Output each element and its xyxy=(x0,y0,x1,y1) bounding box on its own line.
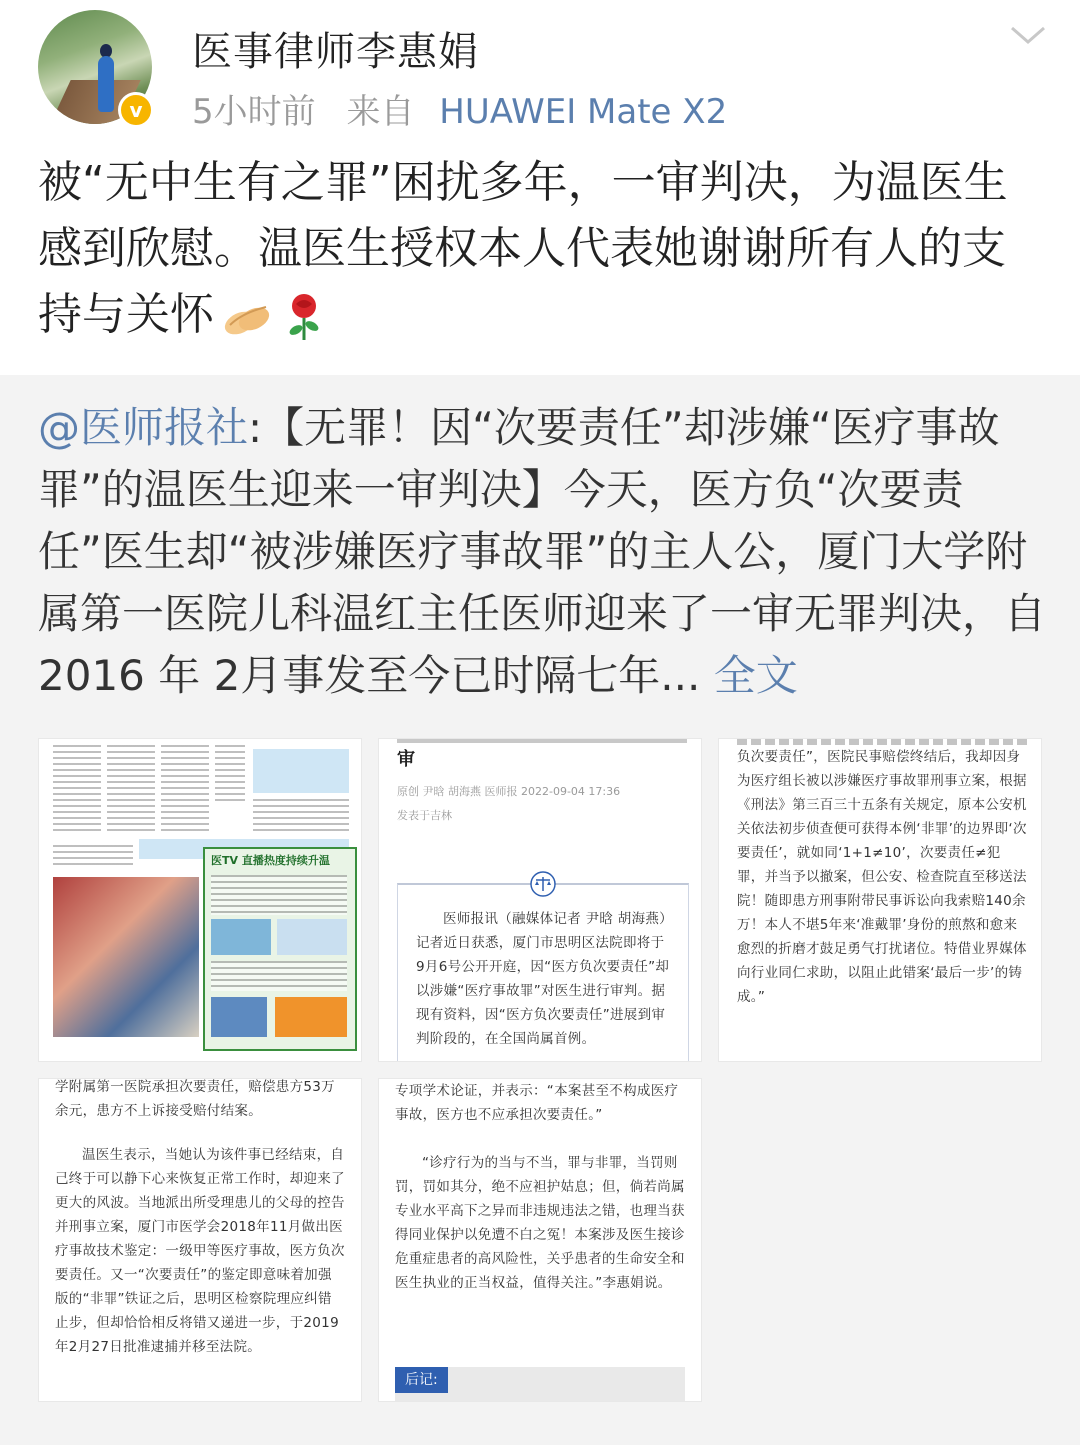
newspaper-blue-box xyxy=(253,749,349,793)
newspaper-text-column xyxy=(253,799,349,835)
post-header xyxy=(0,0,1080,140)
source-prefix: 来自 xyxy=(346,92,415,132)
verified-badge-icon: v xyxy=(118,92,154,128)
username[interactable]: 医事律师李惠娟 xyxy=(192,29,479,75)
repost-text-block xyxy=(38,397,1048,707)
cut-title-line xyxy=(397,739,687,743)
image-thumbnail-4[interactable] xyxy=(38,1078,362,1402)
article-body: 医师报讯（融媒体记者 尹晗 胡海燕）记者近日获悉，厦门市思明区法院即将于9月6号公开开庭，因“医方负次要责任”却以涉嫌“医疗事故罪”对医生进行审判。据现有资料，因“医方负次要责任”进展到审判阶段的，在全国尚属首例。 xyxy=(416,911,670,1047)
article-body: “诊疗行为的当与不当，罪与非罪，当罚则罚，罚如其分，绝不应袒护姑息；但，倘若尚属专业水平高下之异而非违规违法之错，也理当获得同业保护以免遭不白之冤！本案涉及医生接诊危重症患者的高风险性，关乎患者的生命安全和医生执业的正当权益，值得关注。”李惠娟说。 xyxy=(395,1155,685,1291)
article-top-text: 学附属第一医院承担次要责任，赔偿患方53万余元，患方不上诉接受赔付结案。 xyxy=(55,1079,335,1119)
image-thumbnail-5[interactable] xyxy=(378,1078,702,1402)
image-thumbnail-2[interactable] xyxy=(378,738,702,1062)
repost-block[interactable] xyxy=(0,375,1080,1445)
folded-hands-emoji xyxy=(220,295,276,339)
image-thumbnail-3[interactable] xyxy=(718,738,1042,1062)
newspaper-tv-panel xyxy=(203,847,357,1051)
tv-panel-heading: 医TV 直播热度持续升温 xyxy=(211,854,330,867)
newspaper-photo xyxy=(53,877,199,1037)
mention-link[interactable]: @医师报社 xyxy=(38,403,249,452)
tv-panel-banner xyxy=(275,997,347,1037)
article-body: 温医生表示，当她认为该件事已经结束，自己终于可以静下心来恢复正常工作时，却迎来了更大的风波。当地派出所受理患儿的父母的控告并刑事立案，厦门市医学会2018年11月做出医疗事故技术鉴定：一级甲等医疗事故，医方负次要责任。又一“次要责任”的鉴定即意味着加强版的“非罪”铁证之后，思明区检察院理应纠错止步，但却恰恰相反将错又递进一步，于2019年2月27日批准逮捕并移至法院。 xyxy=(55,1147,345,1355)
article-body: 负次要责任”，医院民事赔偿终结后，我却因身为医疗组长被以涉嫌医疗事故罪刑事立案，根据《刑法》第三百三十五条有关规定，原本公安机关依法初步侦查便可获得本例‘非罪’的边界即‘次要责任’，就如同‘1+1≠10’，次要责任≠犯罪，并当予以撤案，但公安、检查院直至移送法院！随即患方刑事附带民事诉讼向我索赔140余万！本人不堪5年来‘准戴罪’身份的煎熬和愈来愈烈的折磨才鼓足勇气打扰诸位。特借业界媒体向行业同仁求助，以阻止此错案‘最后一步’的铸成。” xyxy=(737,749,1027,1005)
mention-colon: : xyxy=(248,403,263,452)
post-text: 被“无中生有之罪”困扰多年，一审判决，为温医生感到欣慰。温医生授权本人代表她谢谢所有人的支持与关怀 xyxy=(38,157,1008,340)
tv-panel-text xyxy=(211,961,347,991)
scales-icon xyxy=(530,871,556,897)
tv-panel-image xyxy=(211,997,267,1037)
article-location: 发表于吉林 xyxy=(397,809,452,822)
chevron-down-icon[interactable] xyxy=(1008,20,1048,50)
tv-panel-image xyxy=(277,919,347,955)
post-content xyxy=(38,150,1048,348)
post-time: 5小时前 xyxy=(192,92,316,132)
article-top-text: 专项学术论证，并表示：“本案甚至不构成医疗事故，医方也不应承担次要责任。” xyxy=(395,1083,679,1123)
newspaper-text-column xyxy=(215,745,245,805)
repost-text: 【无罪！因“次要责任”却涉嫌“医疗事故罪”的温医生迎来一审判决】今天，医方负“次要责任”医生却“被涉嫌医疗事故罪”的主人公，厦门大学附属第一医院儿科温红主任医师迎来了一审无罪判决，自 2016 年 2月事发至今已时隔七年... xyxy=(38,403,1047,700)
avatar-person-body xyxy=(98,56,114,112)
device-link[interactable]: HUAWEI Mate X2 xyxy=(439,92,728,132)
rose-emoji xyxy=(282,292,326,342)
afterword-label: 后记: xyxy=(395,1367,448,1393)
article-frame xyxy=(397,883,689,1062)
article-byline: 原创 尹晗 胡海燕 医师报 2022-09-04 17:36 xyxy=(397,785,621,798)
tv-panel-text xyxy=(211,875,347,915)
image-thumbnail-1[interactable] xyxy=(38,738,362,1062)
post-meta xyxy=(192,84,727,133)
full-text-link[interactable]: 全文 xyxy=(713,651,798,700)
newspaper-text-column xyxy=(53,845,133,865)
article-title: 审 xyxy=(397,749,415,770)
newspaper-text-column xyxy=(53,745,101,835)
tv-panel-image xyxy=(211,919,271,955)
newspaper-text-column xyxy=(107,745,155,835)
newspaper-text-column xyxy=(161,745,209,835)
